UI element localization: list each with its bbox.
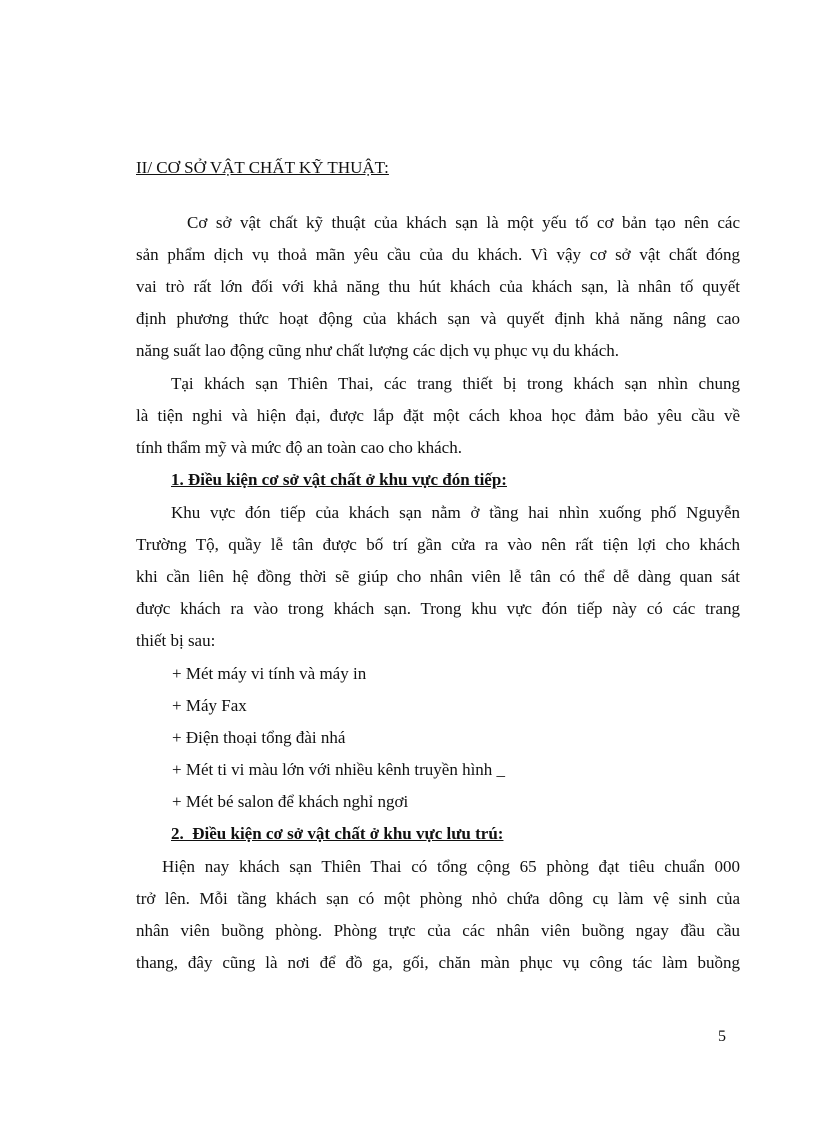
subheading-reception: 1. Điều kiện cơ sở vật chất ở khu vực đón tiếp: [171, 470, 507, 489]
paragraph-line: khi cần liên hệ đồng thời sẽ giúp cho nhân viên lễ tân có thể dễ dàng quan sát [136, 567, 740, 586]
equipment-list-item: + Mét máy vi tính và máy in [172, 664, 367, 683]
paragraph-line: tính thẩm mỹ và mức độ an toàn cao cho khách. [136, 438, 462, 457]
paragraph-line: thang, đây cũng là nơi để đồ ga, gối, chăn màn phục vụ công tác làm buồng [136, 953, 740, 972]
equipment-list-item: + Điện thoại tổng đài nhá [172, 728, 346, 747]
paragraph-line: Hiện nay khách sạn Thiên Thai có tổng cộng 65 phòng đạt tiêu chuẩn 000 [162, 857, 740, 876]
paragraph-line: là tiện nghi và hiện đại, được lắp đặt một cách khoa học đảm bảo yêu cầu về [136, 406, 740, 425]
paragraph-line: Khu vực đón tiếp của khách sạn nằm ở tầng hai nhìn xuống phố Nguyễn [171, 503, 740, 522]
paragraph-line: Tại khách sạn Thiên Thai, các trang thiết bị trong khách sạn nhìn chung [171, 374, 740, 393]
paragraph-line: Cơ sở vật chất kỹ thuật của khách sạn là một yếu tố cơ bản tạo nên các [187, 213, 740, 232]
paragraph-line: trở lên. Mỗi tầng khách sạn có một phòng nhỏ chứa dông cụ làm vệ sinh của [136, 889, 740, 908]
section-heading: II/ CƠ SỞ VẬT CHẤT KỸ THUẬT: [136, 158, 389, 177]
paragraph-line: sản phẩm dịch vụ thoả mãn yêu cầu của du khách. Vì vậy cơ sở vật chất đóng [136, 245, 740, 264]
page-number: 5 [718, 1028, 726, 1045]
equipment-list-item: + Máy Fax [172, 696, 247, 715]
paragraph-line: Trường Tộ, quầy lễ tân được bố trí gần cửa ra vào nên rất tiện lợi cho khách [136, 535, 740, 554]
subheading-accommodation: 2. Điều kiện cơ sở vật chất ở khu vực lưu trú: [171, 824, 504, 843]
paragraph-line: thiết bị sau: [136, 631, 216, 650]
equipment-list-item: + Mét ti vi màu lớn với nhiều kênh truyền hình _ [172, 760, 506, 779]
paragraph-line: vai trò rất lớn đối với khả năng thu hút khách của khách sạn, là nhân tố quyết [136, 277, 740, 296]
paragraph-line: năng suất lao động cũng như chất lượng các dịch vụ phục vụ du khách. [136, 341, 619, 360]
paragraph-line: định phương thức hoạt động của khách sạn và quyết định khả năng nâng cao [136, 309, 740, 328]
equipment-list-item: + Mét bé salon để khách nghỉ ngơi [172, 792, 409, 811]
paragraph-line: nhân viên buồng phòng. Phòng trực của các nhân viên buồng ngay đầu cầu [136, 921, 740, 940]
paragraph-line: được khách ra vào trong khách sạn. Trong khu vực đón tiếp này có các trang [136, 599, 740, 618]
